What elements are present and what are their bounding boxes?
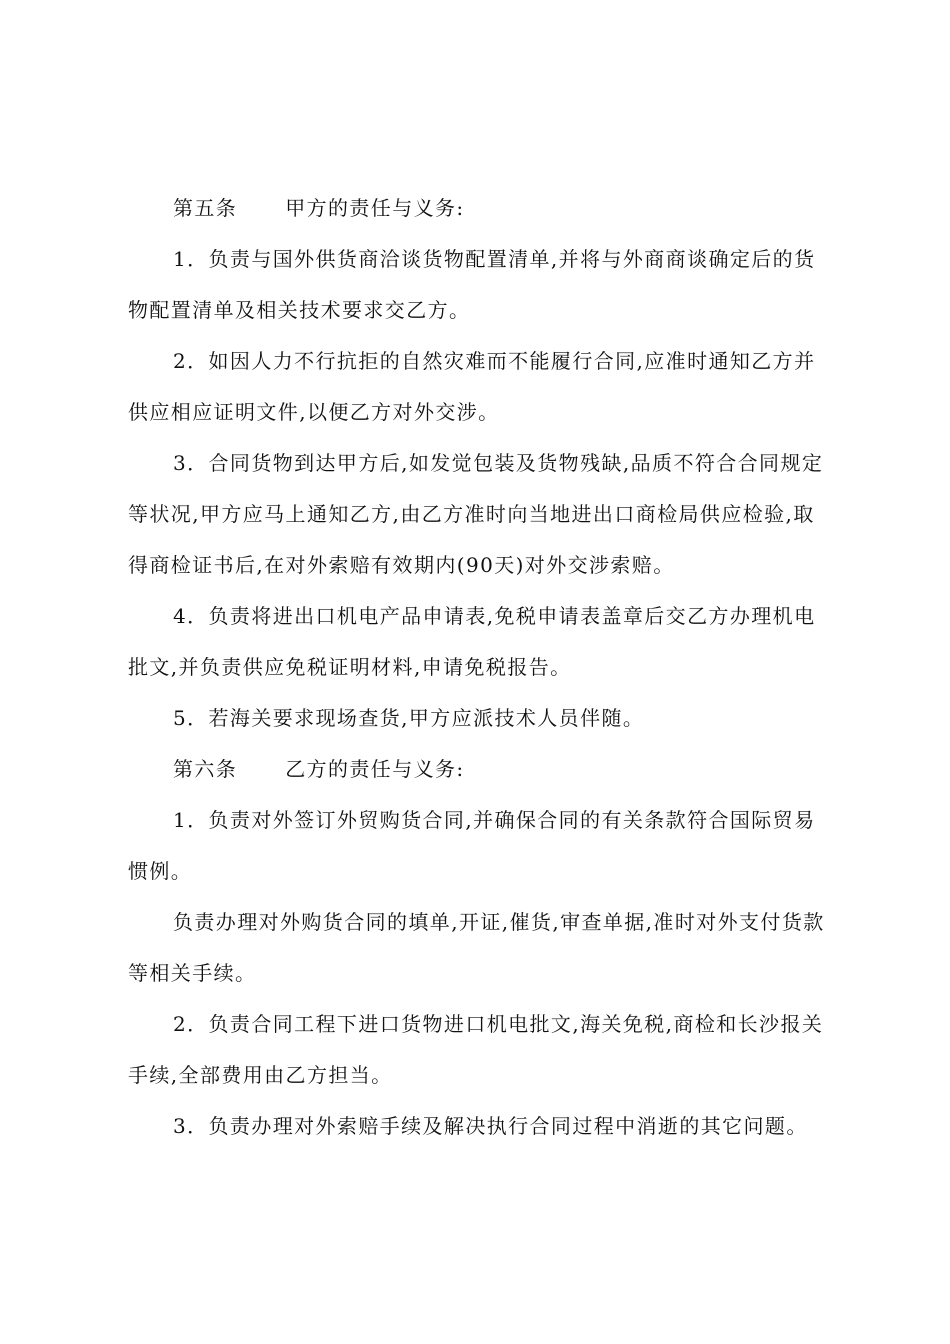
article-5-item-5: 5．若海关要求现场查货,甲方应派技术人员伴随。 — [173, 706, 645, 730]
article-6-title: 乙方的责任与义务: — [285, 757, 465, 781]
article-6-item-1-continued: 负责办理对外购货合同的填单,开证,催货,审查单据,准时对外支付货款等相关手续。 — [128, 910, 825, 985]
article-5-heading — [128, 183, 833, 234]
article-6-heading — [128, 744, 833, 795]
article-6-item-2: 2．负责合同工程下进口货物进口机电批文,海关免税,商检和长沙报关手续,全部费用由乙方担当。 — [128, 1012, 824, 1087]
article-5-title: 甲方的责任与义务: — [285, 196, 465, 220]
article-6-number: 第六条 — [173, 757, 238, 781]
article-5-item-3: 3．合同货物到达甲方后,如发觉包装及货物残缺,品质不符合合同规定等状况,甲方应马上通知乙方,由乙方准时向当地进出口商检局供应检验,取得商检证书后,在对外索赔有效期内(90天)对外交涉索赔。 — [128, 451, 824, 577]
article-6-item-1: 1．负责对外签订外贸购货合同,并确保合同的有关条款符合国际贸易惯例。 — [128, 808, 816, 883]
article-6-item-3: 3．负责办理对外索赔手续及解决执行合同过程中消逝的其它问题。 — [173, 1114, 808, 1138]
document-body — [128, 183, 833, 1152]
article-5-item-4: 4．负责将进出口机电产品申请表,免税申请表盖章后交乙方办理机电批文,并负责供应免税证明材料,申请免税报告。 — [128, 604, 816, 679]
article-5-number: 第五条 — [173, 196, 238, 220]
article-5-item-1: 1．负责与国外供货商洽谈货物配置清单,并将与外商商谈确定后的货物配置清单及相关技术要求交乙方。 — [128, 247, 816, 322]
article-5-item-2: 2．如因人力不行抗拒的自然灾难而不能履行合同,应准时通知乙方并供应相应证明文件,以便乙方对外交涉。 — [128, 349, 816, 424]
